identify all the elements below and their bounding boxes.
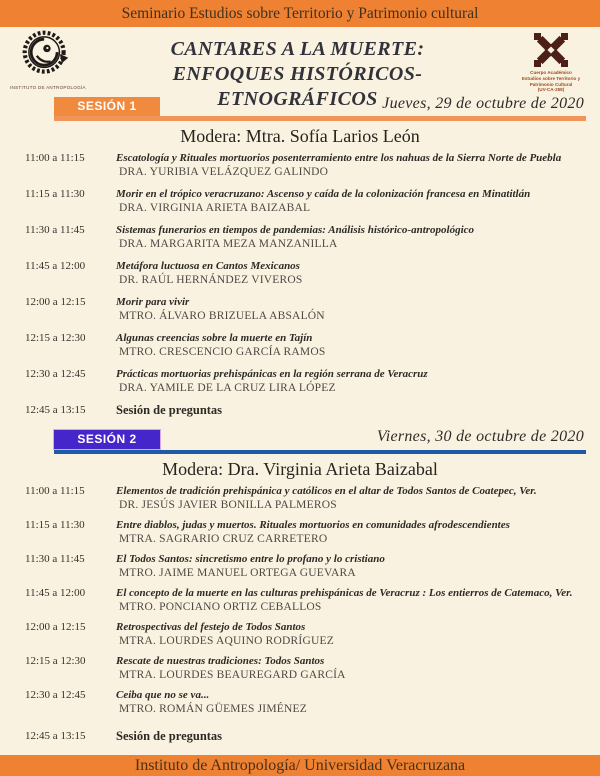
right-logo-caption-line3: Patrimonio Cultural <box>529 81 573 87</box>
schedule-row <box>25 654 594 683</box>
talk-speaker: MTRO. JAIME MANUEL ORTEGA GUEVARA <box>119 567 356 579</box>
talk <box>116 729 222 743</box>
time-range: 11:15 a 11:30 <box>25 519 85 531</box>
time-range: 12:15 a 12:30 <box>25 332 86 344</box>
talk <box>116 151 561 180</box>
time-range: 12:30 a 12:45 <box>25 689 86 701</box>
talk-speaker: MTRA. LOURDES AQUINO RODRÍGUEZ <box>119 635 334 647</box>
time-range: 12:15 a 12:30 <box>25 655 86 667</box>
schedule-row <box>25 484 594 513</box>
schedule-row <box>25 552 594 581</box>
session-1-block <box>0 96 600 424</box>
talk <box>116 295 325 324</box>
time-range: 12:30 a 12:45 <box>25 368 86 380</box>
talk <box>116 484 537 513</box>
schedule-row <box>25 331 594 360</box>
session-2-header <box>48 429 586 456</box>
schedule-row <box>25 620 594 649</box>
talk <box>116 331 325 360</box>
time-range: 11:00 a 11:15 <box>25 152 85 164</box>
schedule-row <box>25 688 594 717</box>
talk-speaker: DRA. MARGARITA MEZA MANZANILLA <box>119 238 338 250</box>
talk-title: Morir para vivir <box>116 296 190 308</box>
talk-speaker: MTRO. PONCIANO ORTIZ CEBALLOS <box>119 601 322 613</box>
time-range: 11:45 a 12:00 <box>25 587 86 599</box>
top-banner-text: Seminario Estudios sobre Territorio y Patrimonio cultural <box>121 5 479 22</box>
talk-speaker: MTRA. LOURDES BEAUREGARD GARCÍA <box>119 669 346 681</box>
schedule-row <box>25 518 594 547</box>
schedule-row <box>25 259 594 288</box>
session-1-date: Jueves, 29 de octubre de 2020 <box>382 95 584 112</box>
time-range: 12:45 a 13:15 <box>25 730 86 742</box>
time-range: 11:00 a 11:15 <box>25 485 85 497</box>
talk-title: Algunas creencias sobre la muerte en Tajín <box>116 332 313 344</box>
time-range: 12:00 a 12:15 <box>25 621 86 633</box>
talk-title: Escatología y Rituales mortuorios posenterramiento entre los nahuas de la Sierra Norte de Puebla <box>116 152 562 164</box>
session-2-moderator: Modera: Dra. Virginia Arieta Baizabal <box>162 459 438 479</box>
session-1-rule <box>54 116 586 121</box>
event-title-line2: ENFOQUES HISTÓRICOS-ETNOGRÁFICOS <box>172 63 423 110</box>
talk-title: Sesión de preguntas <box>116 729 223 743</box>
session-1-moderator: Modera: Mtra. Sofía Larios León <box>180 126 420 146</box>
talk-title: El concepto de la muerte en las culturas prehispánicas de Veracruz : Los entierros de Catemaco, Ver. <box>116 587 573 599</box>
session-2-schedule <box>25 484 594 743</box>
right-logo-caption-line4: (UV-CA-258) <box>537 87 565 93</box>
time-range: 12:00 a 12:15 <box>25 296 86 308</box>
talk-speaker: DRA. VIRGINIA ARIETA BAIZABAL <box>119 202 311 214</box>
session-2-date: Viernes, 30 de octubre de 2020 <box>376 428 584 445</box>
schedule-row <box>25 223 594 252</box>
talk-title: Sesión de preguntas <box>116 403 223 417</box>
talk-title: Elementos de tradición prehispánica y católicos en el altar de Todos Santos de Coatepec, Ver. <box>116 485 537 497</box>
talk <box>116 586 573 615</box>
session-2-badge: SESIÓN 2 <box>54 430 160 449</box>
talk-title: Ceiba que no se va... <box>116 689 210 701</box>
time-range: 11:45 a 12:00 <box>25 260 86 272</box>
talk <box>116 403 222 417</box>
session-1-badge: SESIÓN 1 <box>54 97 160 116</box>
talk <box>116 620 334 649</box>
top-banner <box>0 0 600 27</box>
talk-title: Entre diablos, judas y muertos. Rituales mortuorios en comunidades afrodescendientes <box>116 519 510 531</box>
talk <box>116 654 346 683</box>
talk-title: El Todos Santos: sincretismo entre lo profano y lo cristiano <box>116 553 385 565</box>
instituto-antropologia-logo-icon <box>18 29 74 79</box>
footer-text: Instituto de Antropología/ Universidad Veracruzana <box>134 757 466 774</box>
talk <box>116 688 307 717</box>
talk-speaker: DR. JESÚS JAVIER BONILLA PALMEROS <box>119 499 337 511</box>
time-range: 12:45 a 13:15 <box>25 404 86 416</box>
talk-title: Rescate de nuestras tradiciones: Todos Santos <box>116 655 325 667</box>
session-2-rule <box>54 450 586 454</box>
talk-title: Metáfora luctuosa en Cantos Mexicanos <box>116 260 300 272</box>
talk <box>116 223 474 252</box>
talk-speaker: DR. RAÚL HERNÁNDEZ VIVEROS <box>119 274 303 286</box>
talk <box>116 552 385 581</box>
time-range: 11:30 a 11:45 <box>25 553 85 565</box>
schedule-row <box>25 151 594 180</box>
schedule-row <box>25 729 594 743</box>
talk-speaker: MTRA. SAGRARIO CRUZ CARRETERO <box>119 533 328 545</box>
left-logo-caption: INSTITUTO DE ANTROPOLOGÍA <box>10 85 86 90</box>
talk-title: Morir en el trópico veracruzano: Ascenso y caída de la colonización francesa en Minatitlán <box>116 188 531 200</box>
talk-speaker: MTRO. ROMÁN GÜEMES JIMÉNEZ <box>119 703 307 715</box>
right-logo-caption-line1: Cuerpo Académico <box>530 70 572 75</box>
time-range: 11:15 a 11:30 <box>25 188 85 200</box>
cuerpo-academico-logo-icon <box>532 33 570 67</box>
footer-banner <box>0 755 600 776</box>
left-logo <box>10 29 86 90</box>
talk-title: Retrospectivas del festejo de Todos Santos <box>116 621 306 633</box>
schedule-row <box>25 187 594 216</box>
schedule-row <box>25 295 594 324</box>
schedule-row <box>25 403 594 417</box>
talk <box>116 518 510 547</box>
event-title-line1: CANTARES A LA MUERTE: <box>170 38 425 60</box>
right-logo-caption-line2: Estudios sobre Territorio y <box>521 75 581 81</box>
time-range: 11:30 a 11:45 <box>25 224 85 236</box>
talk-title: Prácticas mortuorias prehispánicas en la región serrana de Veracruz <box>116 368 428 380</box>
schedule-row <box>25 367 594 396</box>
session-1-header <box>48 96 586 123</box>
talk-speaker: DRA. YURIBIA VELÁZQUEZ GALINDO <box>119 166 329 178</box>
talk <box>116 187 530 216</box>
schedule-row <box>25 586 594 615</box>
talk-speaker: MTRO. ÁLVARO BRIZUELA ABSALÓN <box>119 310 325 322</box>
right-logo <box>514 33 588 93</box>
talk-speaker: DRA. YAMILE DE LA CRUZ LIRA LÓPEZ <box>119 382 336 394</box>
session-2-block <box>0 429 600 748</box>
talk <box>116 259 302 288</box>
talk-speaker: MTRO. CRESCENCIO GARCÍA RAMOS <box>119 346 326 358</box>
talk-title: Sistemas funerarios en tiempos de pandemias: Análisis histórico-antropológico <box>116 224 475 236</box>
talk <box>116 367 428 396</box>
session-1-schedule <box>25 151 594 417</box>
